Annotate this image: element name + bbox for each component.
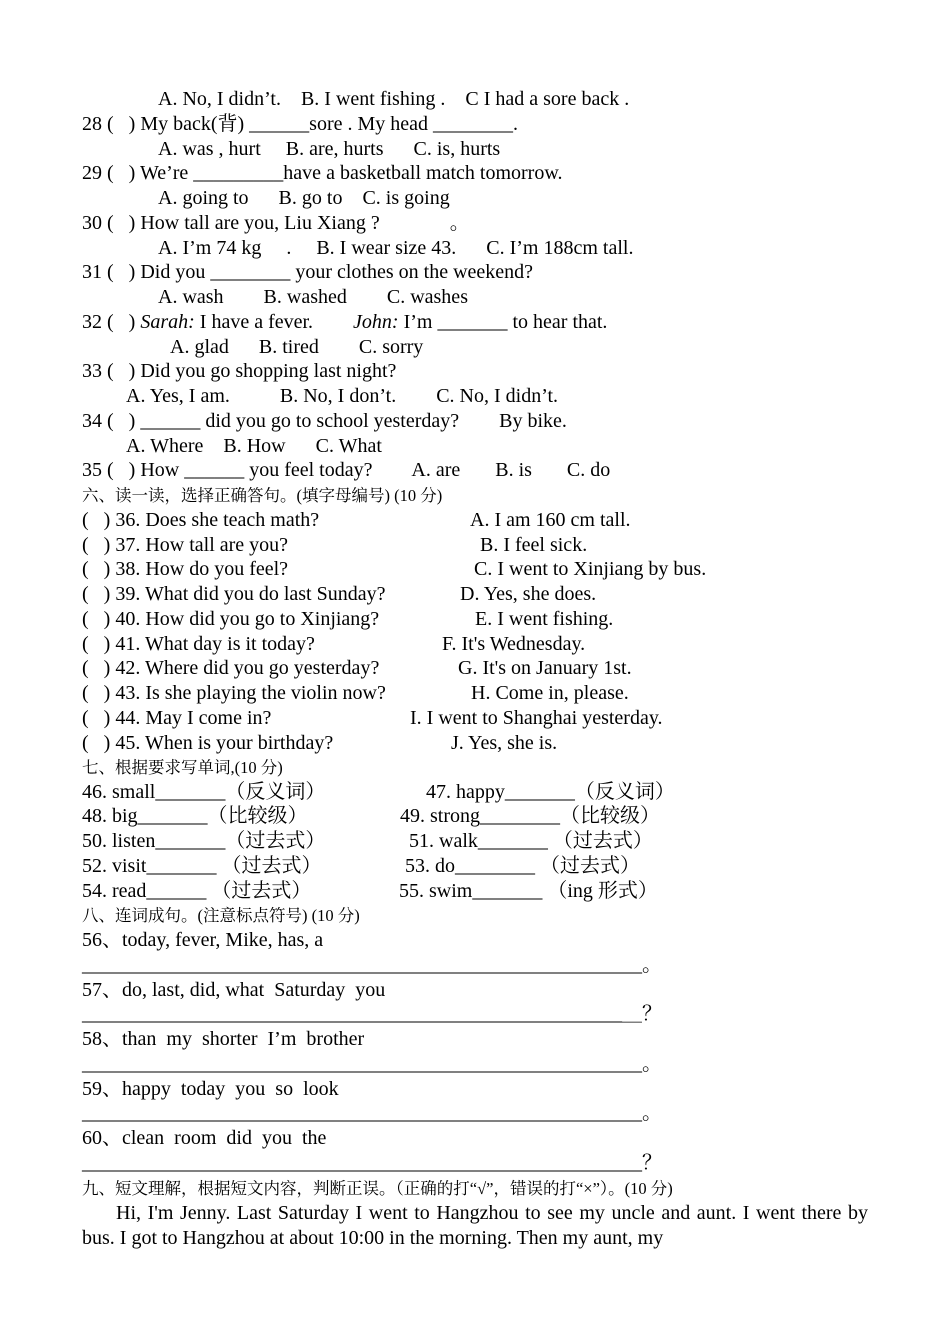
q32-number: 32 ( )	[82, 311, 141, 333]
question-30: 30 ( ) How tall are you, Liu Xiang ? 。	[82, 212, 470, 234]
answer-e: E. I went fishing.	[475, 608, 614, 630]
question-33: 33 ( ) Did you go shopping last night?	[82, 360, 397, 382]
answer-i: I. I went to Shanghai yesterday.	[410, 707, 663, 729]
answer-g: G. It's on January 1st.	[458, 657, 632, 679]
answer-h: H. Come in, please.	[471, 682, 629, 704]
q41: ( ) 41. What day is it today?	[82, 633, 315, 655]
section-9-heading: 九、短文理解，根据短文内容，判断正误。（正确的打“√”，错误的打“×”）。(10 分)	[82, 1179, 673, 1198]
q58-answer-line: ________________________________________________________。	[82, 1053, 662, 1075]
answer-j: J. Yes, she is.	[451, 732, 558, 754]
q38: ( ) 38. How do you feel?	[82, 558, 289, 580]
section-7-heading: 七、根据要求写单词,(10 分)	[82, 758, 283, 777]
q34-options: A. Where B. How C. What	[126, 435, 382, 457]
q32-speaker-sarah: Sarah:	[140, 311, 195, 333]
q59-answer-line: ________________________________________________________。	[82, 1102, 662, 1124]
q45: ( ) 45. When is your birthday?	[82, 732, 334, 754]
q48: 48. big_______（比较级）	[82, 805, 308, 827]
q49: 49. strong________（比较级）	[400, 805, 660, 827]
q30-options: A. I’m 74 kg . B. I wear size 43. C. I’m 188cm tall.	[158, 237, 634, 259]
q54: 54. read______ （过去式）	[82, 880, 312, 902]
q32-speaker-john: John:	[353, 311, 399, 333]
q42: ( ) 42. Where did you go yesterday?	[82, 657, 380, 679]
q32-line-1: I have a fever.	[194, 311, 354, 333]
answer-f: F. It's Wednesday.	[442, 633, 586, 655]
q51: 51. walk_______ （过去式）	[409, 830, 653, 852]
q57-answer-line: ______________________________________________________＿？	[82, 1003, 662, 1025]
q60-answer-line: ________________________________________________________？	[82, 1152, 662, 1174]
q59-words: 59、happy today you so look	[82, 1078, 339, 1100]
section-8-heading: 八、连词成句。(注意标点符号) (10 分)	[82, 906, 360, 925]
q43: ( ) 43. Is she playing the violin now?	[82, 682, 386, 704]
section-6-heading: 六、读一读，选择正确答句。(填字母编号) (10 分)	[82, 486, 443, 505]
q32-options: A. glad B. tired C. sorry	[170, 336, 424, 358]
q53: 53. do________ （过去式）	[405, 855, 640, 877]
q47: 47. happy_______（反义词）	[426, 781, 675, 803]
q32-line-2: I’m _______ to hear that.	[398, 311, 608, 333]
answer-a: A. I am 160 cm tall.	[470, 509, 631, 531]
question-29: 29 ( ) We’re _________have a basketball match tomorrow.	[82, 162, 563, 184]
q52: 52. visit_______ （过去式）	[82, 855, 322, 877]
q58-words: 58、than my shorter I’m brother	[82, 1028, 365, 1050]
question-35: 35 ( ) How ______ you feel today? A. are B. is C. do	[82, 459, 611, 481]
q28-options: A. was , hurt B. are, hurts C. is, hurts	[158, 138, 501, 160]
answer-d: D. Yes, she does.	[460, 583, 597, 605]
q44: ( ) 44. May I come in?	[82, 707, 272, 729]
question-34: 34 ( ) ______ did you go to school yesterday? By bike.	[82, 410, 567, 432]
answer-b: B. I feel sick.	[480, 534, 588, 556]
q46: 46. small_______（反义词）	[82, 781, 326, 803]
q31-options: A. wash B. washed C. washes	[158, 286, 468, 308]
q56-answer-line: ________________________________________________________。	[82, 954, 662, 976]
q36: ( ) 36. Does she teach math?	[82, 509, 320, 531]
q55: 55. swim_______ （ing 形式）	[399, 880, 658, 902]
q50: 50. listen_______（过去式）	[82, 830, 326, 852]
q56-words: 56、today, fever, Mike, has, a	[82, 929, 324, 951]
reading-passage: Hi, I'm Jenny. Last Saturday I went to Hangzhou to see my uncle and aunt. I went there by bus. I got to Hangzhou at about 10:00 in the morning. Then my aunt, my	[82, 1202, 868, 1249]
q29-options: A. going to B. go to C. is going	[158, 187, 450, 209]
answer-c: C. I went to Xinjiang by bus.	[474, 558, 707, 580]
q40: ( ) 40. How did you go to Xinjiang?	[82, 608, 380, 630]
q60-words: 60、clean room did you the	[82, 1127, 327, 1149]
q57-words: 57、do, last, did, what Saturday you	[82, 979, 386, 1001]
question-32	[82, 310, 607, 335]
q37: ( ) 37. How tall are you?	[82, 534, 289, 556]
q39: ( ) 39. What did you do last Sunday?	[82, 583, 386, 605]
q33-options: A. Yes, I am. B. No, I don’t. C. No, I didn’t.	[126, 385, 559, 407]
q27-options: A. No, I didn’t. B. I went fishing . C I had a sore back .	[158, 88, 630, 110]
question-31: 31 ( ) Did you ________ your clothes on the weekend?	[82, 261, 534, 283]
question-28: 28 ( ) My back(背) ______sore . My head ________.	[82, 113, 519, 135]
